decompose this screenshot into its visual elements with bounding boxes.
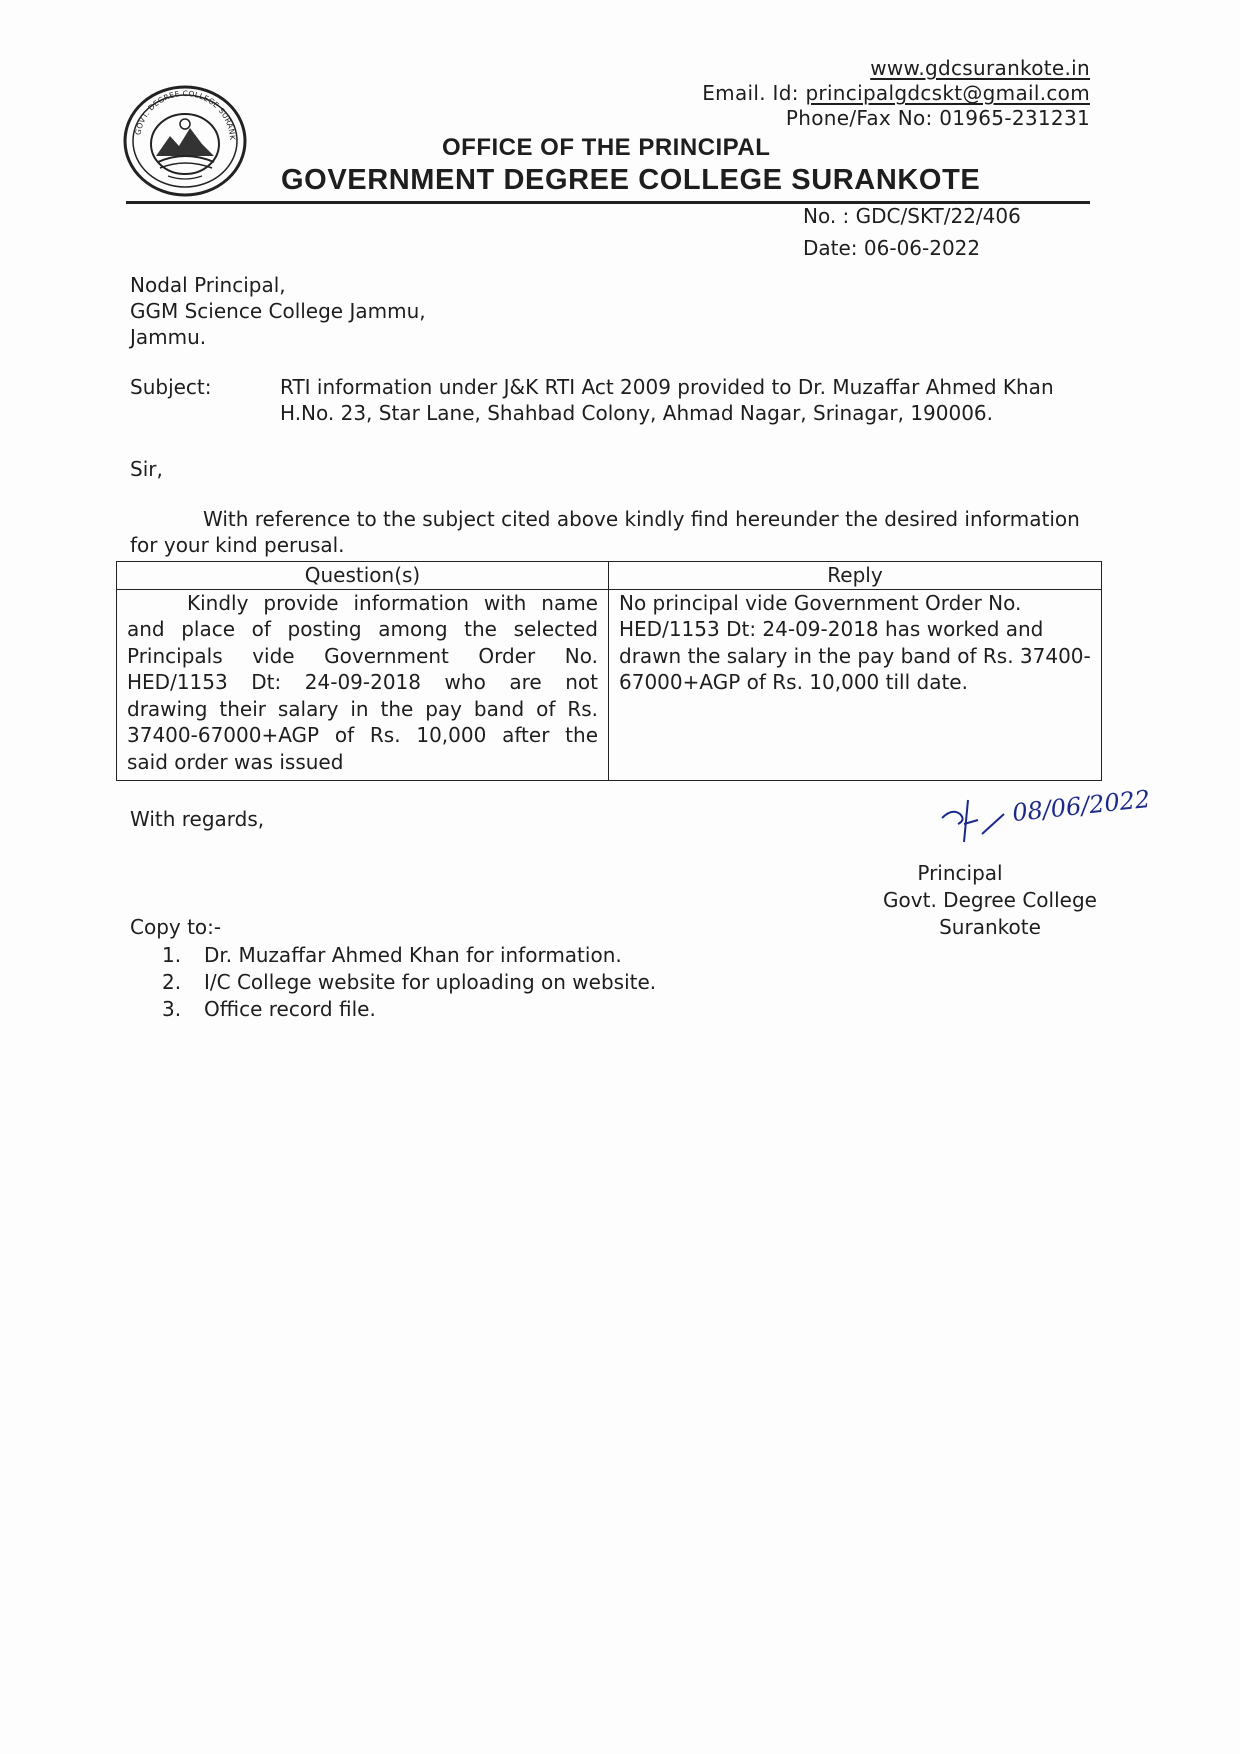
signatory-title: Principal (917, 861, 1003, 885)
website-link[interactable]: www.gdcsurankote.in (870, 56, 1090, 80)
addressee-block (130, 272, 426, 350)
salutation: Sir, (130, 457, 163, 481)
addressee-line: Nodal Principal, (130, 273, 286, 297)
table-header-row (117, 562, 1102, 590)
email-link[interactable]: principalgdcskt@gmail.com (805, 81, 1090, 105)
list-item: 3. Office record file. (162, 997, 376, 1021)
question-text: Kindly provide information with name and place of posting among the selected Principals vide Government Order No. HED/1153 Dt: 24-09-2018 who are not drawing their salary in the pay band of Rs. 37400-67000+AGP of Rs. 10,000 after the said order was issued (127, 590, 598, 774)
signatory-line: Surankote (939, 915, 1041, 939)
letter-date: Date: 06-06-2022 (803, 236, 981, 260)
signatory-block (880, 860, 1100, 941)
table-row (117, 589, 1102, 780)
phone-line: Phone/Fax No: 01965-231231 (785, 106, 1090, 130)
rti-table (116, 561, 1102, 781)
column-header-reply: Reply (609, 562, 1102, 590)
column-header-question: Question(s) (117, 562, 609, 590)
email-line (702, 81, 1090, 106)
question-cell (117, 589, 609, 780)
handwritten-date: 08/06/2022 (1010, 784, 1152, 828)
addressee-line: Jammu. (130, 325, 207, 349)
contact-block (702, 56, 1090, 131)
copy-to-label: Copy to:- (130, 915, 222, 939)
closing: With regards, (130, 807, 265, 831)
college-name: GOVERNMENT DEGREE COLLEGE SURANKOTE (281, 164, 981, 196)
email-label: Email. Id: (702, 81, 799, 105)
subject-text (280, 374, 1054, 426)
copy-to-list (162, 942, 656, 1023)
reply-cell: No principal vide Government Order No. HED/1153 Dt: 24-09-2018 has worked and drawn the salary in the pay band of Rs. 37400-67000+AGP of Rs. 10,000 till date. (609, 589, 1102, 780)
subject-line: H.No. 23, Star Lane, Shahbad Colony, Ahmad Nagar, Srinagar, 190006. (280, 401, 994, 425)
seal-text: GOVT. DEGREE COLLEGE SURANK (133, 88, 238, 141)
intro-line: for your kind perusal. (130, 533, 345, 557)
subject-line: RTI information under J&K RTI Act 2009 provided to Dr. Muzaffar Ahmed Khan (280, 375, 1054, 399)
reference-number: No. : GDC/SKT/22/406 (803, 204, 1021, 228)
college-seal-logo (122, 84, 248, 198)
svg-text:GOVT. DEGREE COLLEGE SURANKOTE (122, 84, 237, 141)
list-item: 1. Dr. Muzaffar Ahmed Khan for information. (162, 943, 622, 967)
signatory-line: Govt. Degree College (883, 888, 1097, 912)
addressee-line: GGM Science College Jammu, (130, 299, 426, 323)
office-title: OFFICE OF THE PRINCIPAL (442, 134, 771, 161)
list-item: 2. I/C College website for uploading on website. (162, 970, 657, 994)
subject-label: Subject: (130, 375, 212, 399)
intro-line: With reference to the subject cited above kindly find hereunder the desired information (203, 507, 1080, 531)
